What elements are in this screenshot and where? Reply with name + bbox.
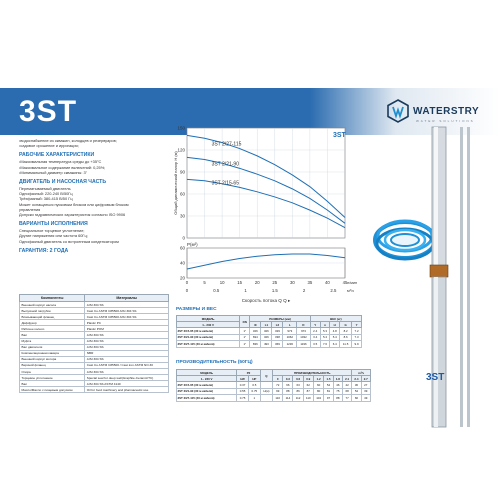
table-cell: 110 [303, 395, 313, 402]
component-material: AISI 304 SS [85, 302, 169, 308]
table-cell: 326 [261, 334, 272, 341]
page-title: 3ST [19, 95, 78, 128]
head-label: Н(м) [260, 388, 272, 395]
table-cell: 1032 [297, 334, 311, 341]
component-name: Внешний корпус мотора [20, 356, 85, 362]
component-material: NBR [85, 350, 169, 356]
component-name: Компенсационная камера [20, 350, 85, 356]
section-heading: ДВИГАТЕЛЬ И НАСОСНАЯ ЧАСТЬ [19, 179, 107, 186]
dims-subheader: G [340, 322, 352, 328]
table-cell: 62 [303, 382, 313, 389]
component-material: Plastic POM [85, 326, 169, 332]
table-row [20, 387, 169, 393]
feature-line: • Максимальное содержание включений: 0,25%; [19, 165, 199, 170]
section-heading: РАБОЧИЕ ХАРАКТЕРИСТИКИ [19, 152, 95, 159]
head-label [260, 395, 272, 402]
components-table [19, 294, 169, 393]
component-material: AISI 304 SS [85, 338, 169, 344]
x-tick-label: 20 [254, 280, 260, 285]
table-cell: 75 [333, 388, 342, 395]
component-name: Масло/Масло с пищевым допуском [20, 387, 85, 393]
dims-size-header: РАЗМЕРЫ (мм) [250, 316, 311, 322]
perf-subheader: 1.5 [324, 376, 333, 382]
table-cell: 60 [313, 382, 324, 389]
section-heading: ПРИМЕНЕНИЕ [19, 131, 56, 137]
dims-subheader: n [320, 322, 330, 328]
dims-subheader: H [330, 322, 340, 328]
table-cell: 329 [272, 328, 283, 335]
table-cell: 46 [333, 382, 342, 389]
perf-subheader: 0.3 [283, 376, 293, 382]
table-cell: 11.5 [340, 341, 352, 348]
x-tick-label: 40 [325, 280, 330, 285]
performance-table [176, 369, 371, 402]
feature-line: • водоснабжение из скважин, колодцев и резервуаров; [19, 138, 199, 143]
table-row [177, 395, 371, 402]
feature-line: Перематываемый двигатель [19, 186, 71, 192]
component-material: Cast Cu ASTM C85500 / Cast iron ASTM NO.30 [85, 362, 169, 368]
power-tick-label: 40 [179, 260, 185, 266]
table-cell: 0.75 [237, 395, 249, 402]
dims-subheader: Ф [250, 322, 261, 328]
model-name: 3ST 2/21-90 (30 м кабеля) [177, 388, 237, 395]
table-cell: 9.9 [352, 341, 362, 348]
x-bottom-tick-label: 0.5 [213, 288, 220, 293]
table-cell: 7.6 [320, 341, 330, 348]
component-material: AISI 304 SS [85, 332, 169, 338]
x-axis-label: Скорость потока Q Q ▸ [241, 298, 291, 303]
dims-dn-header: DN [240, 316, 250, 328]
feature-line: • Минимальный диаметр скважины: 3" [19, 170, 199, 175]
table-cell: 1" [240, 334, 250, 341]
feature-line: Однофазный двигатель со встроенным конденсатором [19, 238, 119, 244]
table-cell: 36 [352, 382, 361, 389]
table-cell: 338 [272, 334, 283, 341]
dims-subheader: Y [310, 322, 320, 328]
component-material: Oil for food machinery and pharmaceutic use [85, 387, 169, 393]
component-name: Вал [20, 381, 85, 387]
table-cell: 0.55 [237, 388, 249, 395]
table-cell: 8.2 [340, 328, 352, 335]
dims-subheader: L [283, 322, 297, 328]
power-label: P(м²) [187, 242, 198, 247]
component-material: Cast Cu ASTM C85500 AISI 304 SS [85, 314, 169, 320]
power-tick-label: 60 [179, 245, 185, 251]
x-tick-label: 25 [272, 280, 278, 285]
dims-model-header: МОДЕЛЬ [177, 316, 240, 322]
component-material: AISI 304 SS [85, 369, 169, 375]
table-cell: 3.5 [310, 341, 320, 348]
table-cell: 7.3 [352, 334, 362, 341]
table-cell: 5.4 [320, 334, 330, 341]
model-name: 3ST 2/27-115 (40 м кабеля) [177, 395, 237, 402]
perf-subheader: 2.1 [342, 376, 351, 382]
x-unit-bottom: м³/ч [347, 289, 354, 293]
perf-subheader: 1.8 [333, 376, 342, 382]
component-material: AISI 304 SS ASTM 4140 [85, 381, 169, 387]
table-cell: 1 [248, 395, 260, 402]
table-cell: 54 [324, 382, 333, 389]
table-cell: 80 [313, 388, 324, 395]
perf-subheader: 1~ 230 V [177, 376, 237, 382]
waterstry-logo-icon [386, 99, 410, 123]
y-tick-label: 150 [177, 125, 185, 131]
chart-title: 3ST [333, 132, 346, 139]
component-name: Верхний фланец [20, 362, 85, 368]
perf-q-header: Q [260, 370, 272, 382]
perf-subheader: HP [248, 376, 260, 382]
perf-p2-header: P2 [237, 370, 261, 376]
component-name: Внешний корпус насоса [20, 302, 85, 308]
x-bottom-tick-label: 2.5 [330, 288, 337, 293]
perf-subheader: 0 [273, 376, 283, 382]
dims-subheader: D [297, 322, 311, 328]
table-cell: 54 [352, 388, 361, 395]
table-cell: 1062 [283, 334, 297, 341]
table-cell: 1" [240, 341, 250, 348]
table-cell: 2.4 [310, 328, 320, 335]
table-cell: 3.4 [310, 334, 320, 341]
component-name: Вал двигателя [20, 344, 85, 350]
section-heading: ГАРАНТИЯ: 2 ГОДА [19, 247, 69, 254]
power-tick-label: 20 [179, 275, 185, 281]
table-cell: 0.75 [248, 388, 260, 395]
table-cell: 493 [261, 341, 272, 348]
table-cell: 97 [324, 395, 333, 402]
table-cell: 326 [261, 328, 272, 335]
x-bottom-tick-label: 2 [302, 288, 306, 293]
component-material: Cast Cu ASTM C85500 AISI 304 SS [85, 308, 169, 314]
component-material: AISI 304 SS [85, 356, 169, 362]
component-name: Опора [20, 369, 85, 375]
x-tick-label: 5 [203, 280, 206, 285]
table-cell: 836 [250, 341, 261, 348]
table-cell: 7.2 [352, 328, 362, 335]
table-cell: 8.6 [340, 334, 352, 341]
performance-chart [165, 120, 365, 305]
perf-model-header: МОДЕЛЬ [177, 370, 237, 376]
feature-line: Может оснащаться пусковым блоком или цифровым блоком [19, 201, 129, 207]
table-cell: 77 [342, 395, 351, 402]
table-cell: 68 [342, 388, 351, 395]
table-cell: 88 [283, 388, 293, 395]
component-material: AISI 304 SS [85, 344, 169, 350]
component-name: Диффузор [20, 320, 85, 326]
table-cell: 39 [361, 388, 370, 395]
feature-line: Однофазный: 220-240 В/50Гц [19, 191, 73, 197]
x-tick-label: 35 [307, 280, 313, 285]
component-material: Plastic PC [85, 320, 169, 326]
table-cell: 86 [293, 388, 303, 395]
perf-subheader: 2.7 [361, 376, 370, 382]
materials-header: Материалы [85, 295, 169, 302]
series-label: 3ST 2/21-90 [211, 161, 240, 168]
table-cell: 72 [273, 382, 283, 389]
table-row [177, 341, 362, 348]
table-cell: 88 [333, 395, 342, 402]
table-cell: 42 [342, 382, 351, 389]
table-cell: 110 [273, 395, 283, 402]
table-cell: 49 [361, 395, 370, 402]
dims-subheader: L2 [272, 322, 283, 328]
dimensions-table [176, 315, 362, 348]
table-cell: 1" [240, 328, 250, 335]
perf-subheader: 0.6 [293, 376, 303, 382]
table-cell: 0.37 [237, 382, 249, 389]
pump-illustration [370, 125, 500, 435]
table-cell: 66 [352, 395, 361, 402]
table-cell: 27 [361, 382, 370, 389]
feature-line: Трёхфазный: 380-415 В/50 Гц [19, 196, 73, 202]
feature-line: Другие напряжения или частота 60Гц; [19, 233, 88, 239]
perf-subheader: 0.9 [303, 376, 313, 382]
table-cell: 66 [283, 382, 293, 389]
table-cell: 81 [324, 388, 333, 395]
table-cell: 973 [283, 328, 297, 335]
table-cell: 0.5 [248, 382, 260, 389]
table-cell: 87 [303, 388, 313, 395]
component-name: Рабочее колесо [20, 326, 85, 332]
table-cell: 369 [272, 341, 283, 348]
component-material: Special seal for deep well(Graphite-Ceramic/TC) [85, 375, 169, 381]
table-cell: 5.4 [330, 334, 340, 341]
perf-subheader: kW [237, 376, 249, 382]
dims-weight-header: ВЕС (кг) [310, 316, 361, 322]
y-tick-label: 90 [179, 169, 185, 175]
brand-tagline: WATER SOLUTIONS [416, 119, 475, 123]
x-bottom-tick-label: 1.5 [271, 288, 278, 293]
table-cell: 63 [293, 382, 303, 389]
feature-line: управления [19, 206, 41, 212]
x-tick-label: 0 [185, 280, 189, 285]
brand-name: WATERSTRY [413, 106, 480, 117]
component-name: Всасывающий фланец [20, 314, 85, 320]
dims-subheader: Y [352, 322, 362, 328]
table-cell: 114 [283, 395, 293, 402]
perf-subheader: 1.2 [313, 376, 324, 382]
table-cell: 112 [293, 395, 303, 402]
series-label: 3ST 2/27-115 [211, 141, 242, 148]
brand-logo [386, 99, 490, 125]
model-name: 3ST 2/21-90 (30 м кабеля) [177, 334, 240, 341]
table-cell: 4.8 [330, 328, 340, 335]
y-tick-label: 120 [177, 147, 185, 153]
component-name: Вал [20, 332, 85, 338]
y-tick-label: 0 [182, 235, 185, 241]
y-tick-label: 30 [179, 213, 185, 219]
components-header: Компоненты [20, 295, 85, 302]
feature-line: • Максимальная температура среды до +35°C [19, 159, 199, 164]
feature-line: Допуски гидравлических характеристик согласно ISO 9906 [19, 212, 126, 218]
component-name: Муфта [20, 338, 85, 344]
table-cell: 104 [313, 395, 324, 402]
feature-line: • садовое орошение и ирригация; [19, 143, 199, 148]
x-tick-label: 45 [342, 280, 348, 285]
table-cell: 973 [297, 328, 311, 335]
x-bottom-tick-label: 0 [185, 288, 189, 293]
table-cell: 5.3 [320, 328, 330, 335]
x-tick-label: 30 [289, 280, 295, 285]
perf-heading: ПРОИЗВОДИТЕЛЬНОСТЬ (50ГЦ) [176, 360, 253, 365]
perf-subheader: 2.4 [352, 376, 361, 382]
x-bottom-tick-label: 1 [244, 288, 247, 293]
model-name: 3ST 2/15-65 (30 м кабеля) [177, 328, 240, 335]
x-tick-label: 10 [219, 280, 225, 285]
hose-coil-icon [375, 221, 435, 259]
section-heading: ВАРИАНТЫ ИСПОЛНЕНИЯ [19, 221, 88, 228]
dims-subheader: 1~ 230 V [177, 322, 240, 328]
y-axis-label: Общий динамический напор H (м) [173, 151, 178, 215]
perf-unit-header: m³/ч [352, 370, 371, 376]
dims-subheader: L1 [261, 322, 272, 328]
model-name: 3ST 2/15-65 (30 м кабеля) [177, 382, 237, 389]
series-label: 3ST 2/15-65 [211, 180, 240, 187]
table-cell: 6.4 [330, 341, 340, 348]
table-cell: 694 [250, 334, 261, 341]
illustration-model-label: 3ST [426, 372, 445, 383]
table-cell: 1196 [297, 341, 311, 348]
table-cell: 1236 [283, 341, 297, 348]
y-tick-label: 60 [179, 191, 185, 197]
table-cell: 99 [273, 388, 283, 395]
model-name: 3ST 2/27-115 (40 м кабеля) [177, 341, 240, 348]
feature-line: Специальное торцевое уплотнение; [19, 228, 85, 234]
table-cell: 326 [250, 328, 261, 335]
component-name: Выпускной патрубок [20, 308, 85, 314]
perf-capacity-header: ПРОИЗВОДИТЕЛЬНОСТЬ [273, 370, 352, 376]
x-unit-top: л/мин [347, 281, 358, 285]
x-tick-label: 15 [237, 280, 243, 285]
dims-heading: РАЗМЕРЫ И ВЕС [176, 307, 217, 312]
component-name: Торцевое уплотнение [20, 375, 85, 381]
